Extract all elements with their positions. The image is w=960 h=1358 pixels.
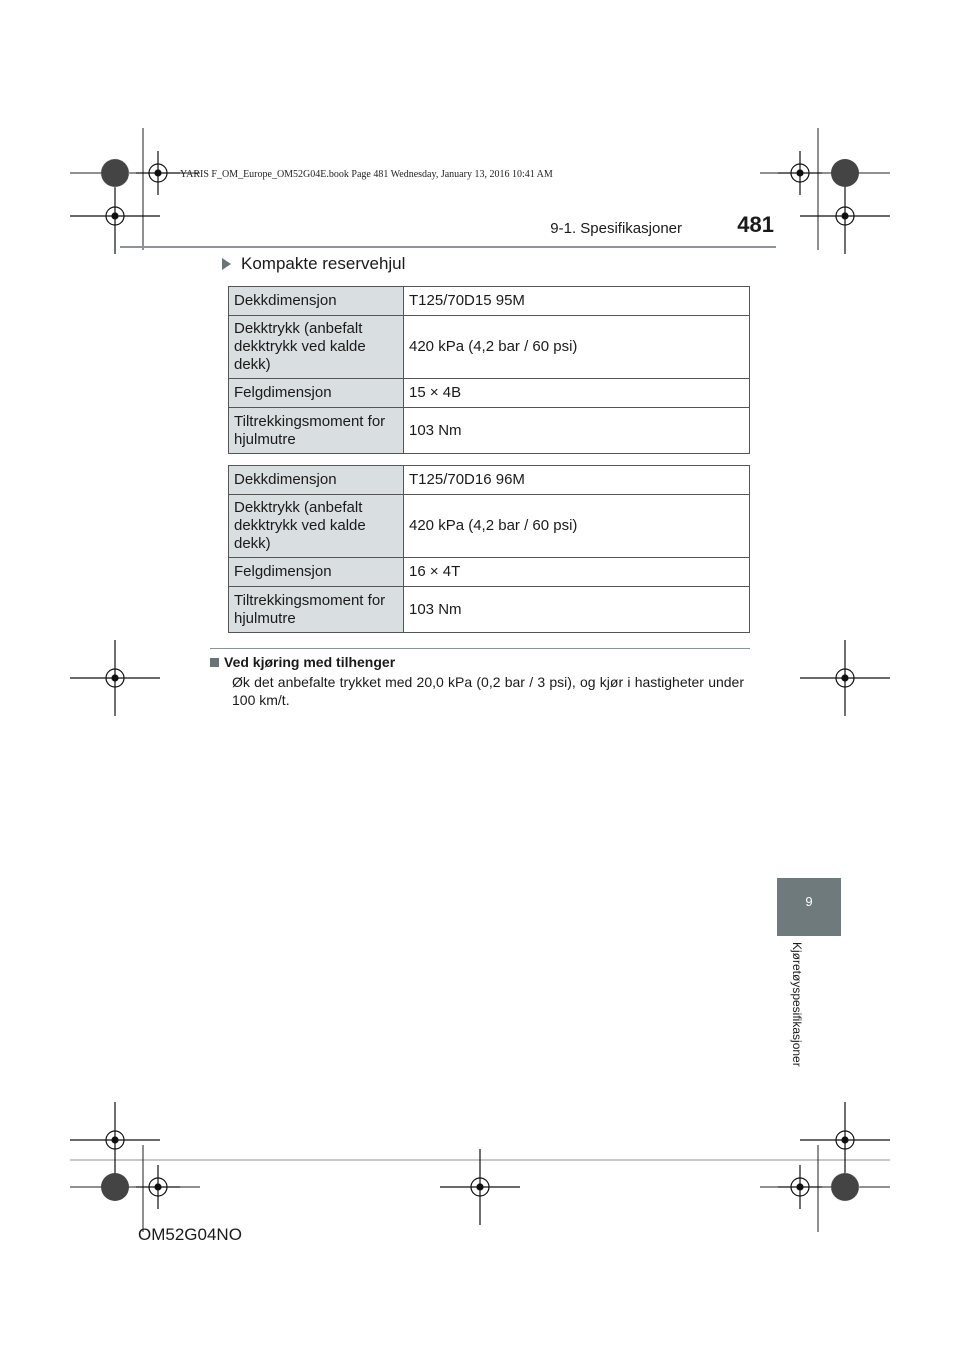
table-value: T125/70D16 96M [404,466,750,495]
note-heading [210,654,395,670]
table-label: Tiltrekkingsmoment for hjulmutre [229,408,404,454]
table-row [229,316,750,379]
subheading [222,254,405,274]
table-value: T125/70D15 95M [404,287,750,316]
manual-code: OM52G04NO [138,1225,242,1244]
table-value: 103 Nm [404,408,750,454]
square-bullet-icon [210,658,219,667]
table-value: 16 × 4T [404,558,750,587]
print-info: YARIS F_OM_Europe_OM52G04E.book Page 481 Wednesday, January 13, 2016 10:41 AM [180,169,553,180]
note-divider [210,648,750,649]
table-row [229,558,750,587]
note-text: Øk det anbefalte trykket med 20,0 kPa (0,2 bar / 3 psi), og kjør i hastigheter under 100 km/t. [232,674,744,708]
table-row [229,466,750,495]
page-number: 481 [737,212,774,237]
table-label: Tiltrekkingsmoment for hjulmutre [229,587,404,633]
note-title: Ved kjøring med tilhenger [224,654,396,670]
header-rule [120,246,776,248]
table-label: Dekktrykk (anbefalt dekktrykk ved kalde dekk) [229,316,404,379]
subheading-text: Kompakte reservehjul [241,254,406,273]
table-value: 103 Nm [404,587,750,633]
table-row [229,495,750,558]
triangle-bullet-icon [222,258,231,270]
page-header [120,214,776,248]
chapter-title: Kjøretøyspesifikasjoner [790,942,804,1067]
table-value: 420 kPa (4,2 bar / 60 psi) [404,495,750,558]
table-label: Felgdimensjon [229,379,404,408]
section-name: 9-1. Spesifikasjoner [550,220,682,237]
table-label: Dekktrykk (anbefalt dekktrykk ved kalde dekk) [229,495,404,558]
spec-table-15 [228,286,750,454]
table-row [229,287,750,316]
chapter-number: 9 [805,894,813,909]
table-value: 15 × 4B [404,379,750,408]
table-row [229,379,750,408]
table-label: Felgdimensjon [229,558,404,587]
table-label: Dekkdimensjon [229,287,404,316]
table-value: 420 kPa (4,2 bar / 60 psi) [404,316,750,379]
table-row [229,408,750,454]
table-label: Dekkdimensjon [229,466,404,495]
chapter-tab [777,878,841,936]
table-row [229,587,750,633]
spec-table-16 [228,465,750,633]
